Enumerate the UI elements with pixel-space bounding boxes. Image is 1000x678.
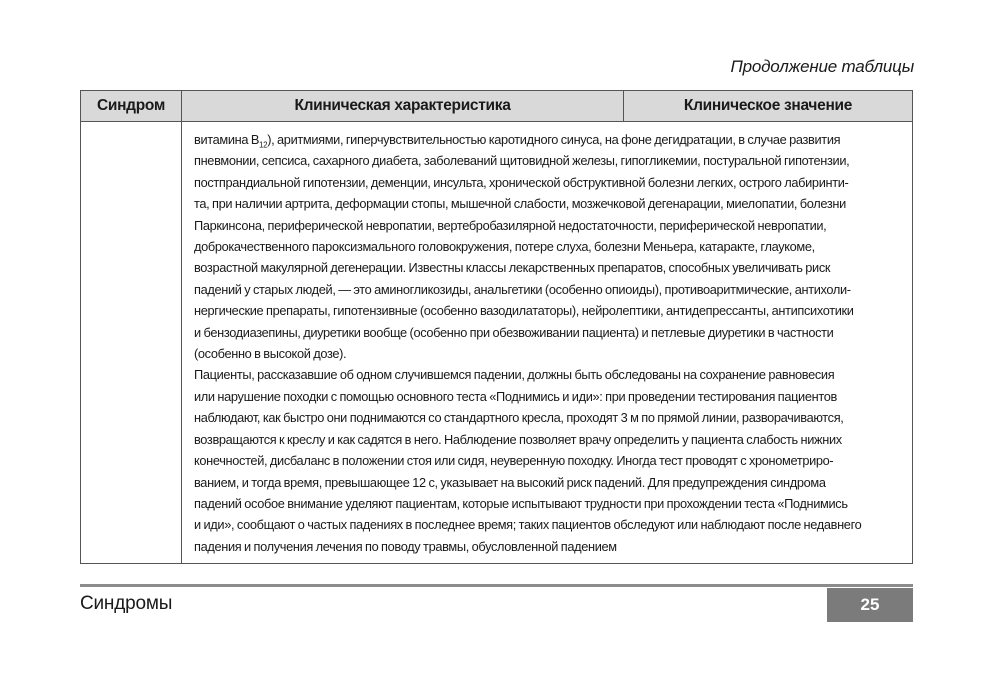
page-number: 25: [827, 588, 913, 622]
table-header-row: [81, 91, 913, 122]
footer-section-title: Синдромы: [80, 593, 173, 614]
text-line: и бензодиазепины, диуретики вообще (особенно при обезвоживании пациента) и петлевые диуретики в частности: [194, 324, 834, 340]
text-line: падений особое внимание уделяют пациентам, которые испытывают трудности при прохождении теста «Поднимись: [194, 495, 848, 511]
text-line: и иди», сообщают о частых падениях в последнее время; таких пациентов обследуют или наблюдают после недавнего: [194, 517, 862, 533]
text-line: падения и получения лечения по поводу травмы, обусловленной падением: [194, 538, 617, 554]
text-line: или нарушение походки с помощью основного теста «Поднимись и иди»: при проведении тестирования пациентов: [194, 388, 837, 404]
text-line: конечностей, дисбаланс в положении стоя или сидя, неуверенную походку. Иногда тест проводят с хронометриро-: [194, 453, 834, 469]
header-syndrome: Синдром: [81, 91, 182, 122]
text-line: ванием, и тогда время, превышающее 12 с, указывает на высокий риск падений. Для предупреждения синдрома: [194, 474, 826, 490]
text-line: пневмонии, сепсиса, сахарного диабета, заболеваний щитовидной железы, гипогликемии, постуральной гипотензии,: [194, 153, 850, 169]
text-line: доброкачественного пароксизмального головокружения, потере слуха, болезни Меньера, катаракте, глаукоме,: [194, 239, 815, 255]
text-line: Паркинсона, периферической невропатии, вертебробазилярной недостаточности, периферической невропатии,: [194, 217, 827, 233]
text-line: падений у старых людей, — это аминогликозиды, анальгетики (особенно опиоиды), противоаритмические, антихоли-: [194, 281, 851, 297]
text-line: наблюдают, как быстро они поднимаются со стандартного кресла, проходят 3 м по прямой линии, разворачиваются,: [194, 410, 844, 426]
table-continuation-caption: Продолжение таблицы: [730, 57, 914, 76]
header-clinical-characteristic: Клиническая характеристика: [182, 91, 624, 122]
text-line: Пациенты, рассказавшие об одном случившемся падении, должны быть обследованы на сохранение равновесия: [194, 367, 835, 383]
subscript: 12: [259, 140, 268, 150]
footer-divider: [80, 584, 913, 587]
characteristic-cell: [182, 122, 913, 564]
syndromes-table: [80, 90, 913, 564]
text-line: та, при наличии артрита, деформации стопы, мышечной слабости, мозжечковой дегенарации, миелопатии, болезни: [194, 196, 846, 212]
text-line: (особенно в высокой дозе).: [194, 346, 347, 362]
text-line: витамина $B_{12}$), аритмиями, гиперчувствительностью каротидного синуса, на фоне дегидратации, в случае развития: [194, 132, 841, 150]
text-line: постпрандиальной гипотензии, деменции, инсульта, хронической обструктивной болезни легких, острого лабиринти-: [194, 174, 849, 190]
text-line: нергические препараты, гипотензивные (особенно вазодилататоры), нейролептики, антидепрессанты, антипсихотики: [194, 303, 854, 319]
syndrome-cell: [81, 122, 182, 564]
text-line: возрастной макулярной дегенерации. Известны классы лекарственных препаратов, способных увеличивать риск: [194, 260, 831, 276]
text-line: возвращаются к креслу и как садятся в него. Наблюдение позволяет врачу определить у пациента слабость нижних: [194, 431, 842, 447]
table-row: [81, 122, 913, 564]
header-clinical-significance: Клиническое значение: [624, 91, 913, 122]
